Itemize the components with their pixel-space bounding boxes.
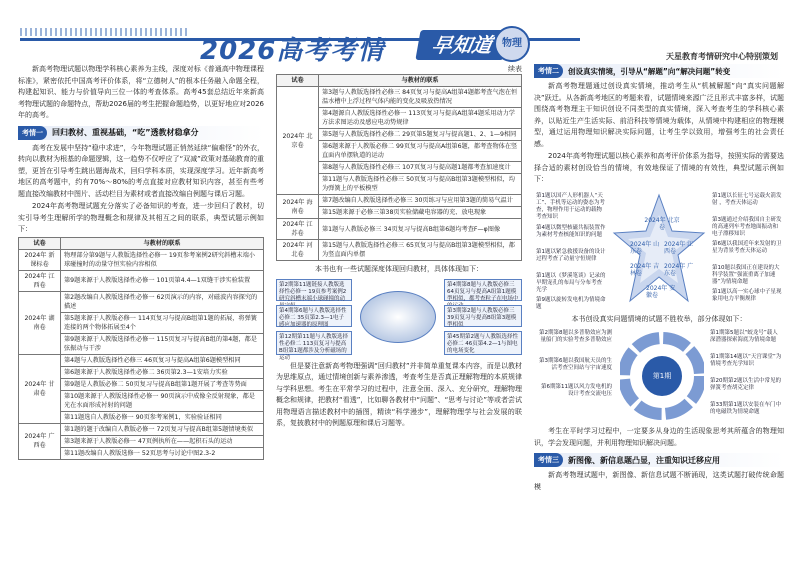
- exam-year-cell: 2024年 湖南卷: [19, 291, 61, 354]
- table-row: [277, 219, 522, 240]
- diagram-caption: 本书创设真实问题情境的试题不胜枚举，部分体现如下：: [571, 314, 747, 323]
- textbook-link-cell: 第1题与人教版必修三 34页复习与提高B组第6题均考查F—φ图像: [319, 219, 522, 240]
- diagram-label: 第10题以我国正在建设的大科学装置“强流重离子加速器”为情境命题: [712, 264, 780, 285]
- exam-year-cell: 2024年 河北卷: [277, 240, 319, 261]
- textbook-link-table-1: [18, 237, 264, 460]
- table-row: [19, 354, 264, 366]
- header-decor: [20, 28, 190, 36]
- section-3-header: [534, 453, 784, 467]
- textbook-link-cell: 第4题与人教版选择性必修三 46页复习与提高A组第6题模型相同: [61, 354, 264, 366]
- diagram-label: 第6期第11题以风力发电机的设计考查交流电压: [541, 384, 612, 397]
- ring-center-label: 第1期: [652, 372, 672, 380]
- textbook-link-cell: 第8题与人教版选择性必修三 107页复习与提高题1题都考查加速度计: [319, 162, 522, 174]
- diagram-label: 第1题以国产人形机器人“天工”、手机等运动的姿态为考查，物理作用于运动的载物考查知识: [536, 192, 605, 220]
- textbook-link-cell: 第9题是人教版必修二 50页复习与提高B组第1题开展了考查等势面: [61, 378, 264, 390]
- diagram-box: 第45期第2题与人教版选择性必修二 46页第4.2—1与图电的电场变化: [444, 331, 522, 355]
- textbook-link-cell: 第11题与人教版选择性必修三 50页复习与提高B组第3题模型相似，均为弹簧上的平板模型: [319, 174, 522, 195]
- table-row: [19, 270, 264, 291]
- table-header: 试卷: [277, 75, 319, 87]
- page-title: 2026高考考情: [200, 36, 385, 66]
- textbook-link-cell: 第11题改编自人教版选修一 52页思考与讨论中图2.3-2: [61, 447, 264, 459]
- exam-year-cell: 2024年 北京卷: [277, 87, 319, 195]
- table-row: [277, 195, 522, 207]
- textbook-link-cell: 第15题来源于必修三第38页实验储藏电容器的充、放电现象: [319, 207, 522, 219]
- textbook-link-cell: 第2题改编自人教版选择性必修一 62页演示的内容，对磁波内容探究的描述: [61, 291, 264, 312]
- column-left: [18, 64, 264, 460]
- paragraph: 新高考物理题通过创设真实情境，推动考生从“机械解题”向“真实问题解决”跃迁。从各新高考地区的考题来看，试题情境来源广泛且形式丰富多样，试题围绕高考物理主干知识创设不同类型的真实情境，深入考查考生的学科核心素养，以贴近生产生活实际、前沿科技等情境为载体，从情境中构建相应的物理模型，通过运用物理知识解决实际问题，让考生学以致用，增强考生的社会责任感。: [534, 82, 784, 148]
- textbook-link-table-2: [276, 74, 522, 261]
- table-header: 试卷: [19, 237, 61, 249]
- textbook-link-cell: 第9题来源于人教版选择性必修一 115页复习与提高B组的第4题，都是弦振动与干涉: [61, 333, 264, 354]
- exam-year-cell: 2024年 广西卷: [19, 423, 61, 459]
- textbook-link-cell: 第1题的题于改编自人教版必修一 72页复习与提高B组第5题情境类似: [61, 423, 264, 435]
- section-title: 新图像、新信息题凸显，注重知识迁移应用: [568, 455, 720, 465]
- exam-year-cell: 2024年 江苏卷: [277, 219, 319, 240]
- exam-year-cell: 2024年 新课标卷: [19, 249, 61, 270]
- textbook-link-cell: 第10题来源于人教版选择性必修一 90页演示中成像全反射现象，都是光在水面形成衬射的问题: [61, 390, 264, 411]
- section-tag: 考情三: [534, 453, 563, 467]
- context-star-diagram: [534, 187, 784, 311]
- diagram-box: 第3期第2题与人教版必修三 39页复习与提高B组第3题模型相似: [444, 305, 522, 327]
- diagram-label: 第1题以高一实心球中子星现象用电力平衡规律: [712, 288, 782, 302]
- paragraph: 新高考物理试题中，新图像、新信息试题不断涌现，这类试题打破传统命题模: [534, 471, 784, 491]
- section-title: 创设真实情境，引导从“解题”向“解决问题”转变: [568, 66, 731, 76]
- textbook-link-cell: 第6题来源于人教版选择性必修二 36页第2.3—1安培力实验: [61, 366, 264, 378]
- column-middle: [276, 64, 522, 431]
- diagram-label: 第1期第14题以“天宫课堂”为情境考查光学知识: [710, 354, 782, 367]
- table-row: [19, 249, 264, 270]
- exam-year-cell: 2024年 海南卷: [277, 195, 319, 219]
- diagram-label: 第6题以我国近年来发射的卫星为背景考查天体运动: [712, 240, 782, 254]
- table-row: [19, 291, 264, 312]
- textbook-link-cell: 第4题源自人教版选择性必修一 113页复习与提高A组第4题采用动力学方法求图运动及感应电动势规律: [319, 108, 522, 129]
- textbook-link-cell: 第3题来源于人教版必修一 47页例执所在——起积石头的运动: [61, 435, 264, 447]
- diagram-caption: 本书也有一些试题深度体现回归教材，具体体现如下：: [315, 265, 483, 273]
- section-2-header: [534, 64, 784, 78]
- diagram-label: 第9题以旋转发电机为情境命题: [536, 296, 606, 310]
- diagram-label: 第1期第5题以“蛟龙号”载人深潜器探索海底为情境命题: [710, 330, 778, 343]
- diagram-center-label: 2024年 山东卷: [630, 240, 660, 255]
- textbook-link-cell: 第9题来源于人教版选择性必修一 101页第4.4—1双缝干涉实验装置: [61, 270, 264, 291]
- textbook-link-cell: 第15题与人教版选择性必修三 65页复习与提高B组第3题模型相似，都为竖直面内单摆: [319, 240, 522, 261]
- textbook-link-cell: 第3题与人教版选择性必修三 84页复习与提高A组第4题都考查气泡在恒温水槽中上浮过程气体内能的变化及吸放热情况: [319, 87, 522, 108]
- paragraph: 考生在平时学习过程中，一定要多从身边的生活现象思考其所蕴含的物理知识，学会发现问题，并利用物理知识解决问题。: [534, 427, 784, 447]
- table-header: 与教材的联系: [319, 75, 522, 87]
- table-row: [19, 423, 264, 435]
- textbook-link-cell: 第7题改编自人教版选择性必修三 30页练习与应用第3题的简易气温计: [319, 195, 522, 207]
- textbook-diagram: [276, 279, 522, 361]
- title-badge: 早知道: [415, 30, 508, 60]
- source-credit: 天星教育考情研究中心特别策划: [666, 51, 778, 61]
- diagram-label: 第4题以微型核磁共振装置作为素材考查核能知识的问题: [536, 224, 606, 238]
- paragraph: 2024年高考物理试题充分落实了必备知识的考查，进一步回归了教材，切实引导考生理解所学的物理概念和规律及其相互之间的联系，典型试题示例如下：: [18, 202, 264, 233]
- paragraph: 高考在发展中坚持“稳中求进”，今年物理试题正悄然延续“偏难怪”的外衣，转向以教材为根基的命题逻辑，这一趋势不仅呼应了“双减”政策对基础教育的重塑，更旨在引导考生跳出题海战术，回归学科本质，实现深度学习。近年新高考地区的高考题中，约有70%～80%的考点直接对应教材知识内容，甚至有些考题直接改编教材中图片、活动栏目为素材或者直接改编自例题与课后习题。: [18, 143, 264, 198]
- diagram-label: 第33期第1题以安装在车门中的电磁铁为情境命题: [710, 402, 781, 415]
- exam-year-cell: 2024年 江西卷: [19, 270, 61, 291]
- diagram-label: 第3题通过介绍我国自主研发的高速列车考查地面振动和电子漂移知识: [712, 216, 782, 237]
- diagram-label: 第20期第2题以生活中常见的弹簧考查胡克定律: [710, 378, 781, 391]
- textbook-link-cell: 第6题来源于人教版必修二 99页复习与提高A组第6题，都考查物体在竖直面内单摆轨道的运动: [319, 141, 522, 162]
- diagram-center-ellipse: [360, 291, 436, 343]
- diagram-box: 第2期第11题链接人教版选择性必修一 19页参考案例2研究斜槽末端小球碰撞的动: [276, 279, 352, 301]
- table-row: [277, 240, 522, 261]
- diagram-center-label: 2024年 北京卷: [644, 216, 680, 231]
- diagram-center-label: 2024年 安徽卷: [646, 284, 676, 299]
- context-ring-diagram: [534, 328, 784, 426]
- subject-badge: 物理: [494, 26, 530, 62]
- section-tag: 考情一: [18, 126, 47, 140]
- diagram-label: 第1题以长征七号运载火箭发射 ，考查天体运动: [712, 192, 782, 206]
- textbook-link-cell: 第5题来源于人教版必修一 114页复习与提高B组第1题的拓展，将弹簧连接的两个物体拓展至4个: [61, 312, 264, 333]
- intro-paragraph: 新高考物理试题以物理学科核心素养为主线，深度对标《普通高中物理课程标准》，紧密依托中国高考评价体系，将“立德树人”的根本任务融入命题全程，构建起知识、能力与价值导向三位一体的考查体系。高考45套总结近年来新高考物理试题的命题特点，帮助2026届的考生把握命题趋势，以更好地应对2026年的高考。: [18, 65, 264, 119]
- diagram-center-label: 2024年 吉林卷: [630, 262, 660, 277]
- table-row: [277, 87, 522, 108]
- diagram-label: 第1题以《梦溪笔谈》记录的早期宠孔的布局与分布考查光学: [536, 272, 606, 293]
- textbook-link-cell: 物理部分第9题与人教版选择性必修一 19页参考案例2研究斜槽末端小球碰撞时的动量守恒实验内容相似: [61, 249, 264, 270]
- textbook-link-cell: 第11题选自人教版必修一 90页参考案例1，实验验证相同: [61, 411, 264, 423]
- paragraph: 2024年高考物理试题以核心素养和高考评价体系为指导，按照实际的需要选择合适的素材创设恰当的情境，有效地保证了情境的有效性，典型试题示例如下：: [534, 152, 784, 183]
- diagram-label: 第1题以紧急救援设备的设计过程考查了动量守恒规律: [536, 248, 606, 262]
- diagram-center-label: 2024年 广东卷: [664, 262, 694, 277]
- column-right: [534, 64, 784, 494]
- diagram-center-label: 2024年 江西卷: [664, 240, 694, 255]
- diagram-box: 第12期第11题与人教版选择性必修二 113页复习与提高B组第1题都涉及分析磁场的运动: [276, 331, 352, 355]
- diagram-label: 第2期第8题以多普勒效应为测量船门的实验考查多普勒效应: [539, 330, 612, 343]
- section-title: 回归教材、重视基础，“吃”透教材稳拿分: [52, 128, 199, 137]
- section-1-header: [18, 126, 264, 140]
- diagram-label: 第3期第6题以我国航天员的生活考查空间站与宇宙速度: [539, 358, 612, 371]
- table-continued-caption: 续表: [508, 65, 522, 73]
- diagram-box: 第4期第8题与人教版必修三 64页复习与提高A组第1题模型相似，都考查粒子在电场中: [444, 279, 522, 301]
- table-header: 与教材的联系: [61, 237, 264, 249]
- diagram-box: 第4期第6题与人教版选择性必修二 35页第2.3—1电子感应加速器的原理图: [276, 305, 352, 327]
- exam-year-cell: 2024年 甘肃卷: [19, 354, 61, 423]
- paragraph: 但是要注意新高考物理强调“回归教材”并非简单重复课本内容，而是以教材为思维原点，通过情境创新与素养渗透，考查考生是否真正理解物理的本质规律与学科思想。考生在平常学习的过程中，注意全面、深入、充分研究，理解物理概念和规律，把教材“看透”，比如聊各教材中“问题”、“思考与讨论”等或者尝试用物理语言描述教材中的插图，精读“科学漫步”，理解物理学与社会发展的联系，复披教材中的例题原理和课后习题等。: [276, 361, 522, 427]
- textbook-link-cell: 第5题与人教版选择性必修二 29页第5题复习与提高题1、2、1—9相同: [319, 129, 522, 141]
- page-header: [0, 0, 800, 66]
- section-tag: 考情二: [534, 64, 563, 78]
